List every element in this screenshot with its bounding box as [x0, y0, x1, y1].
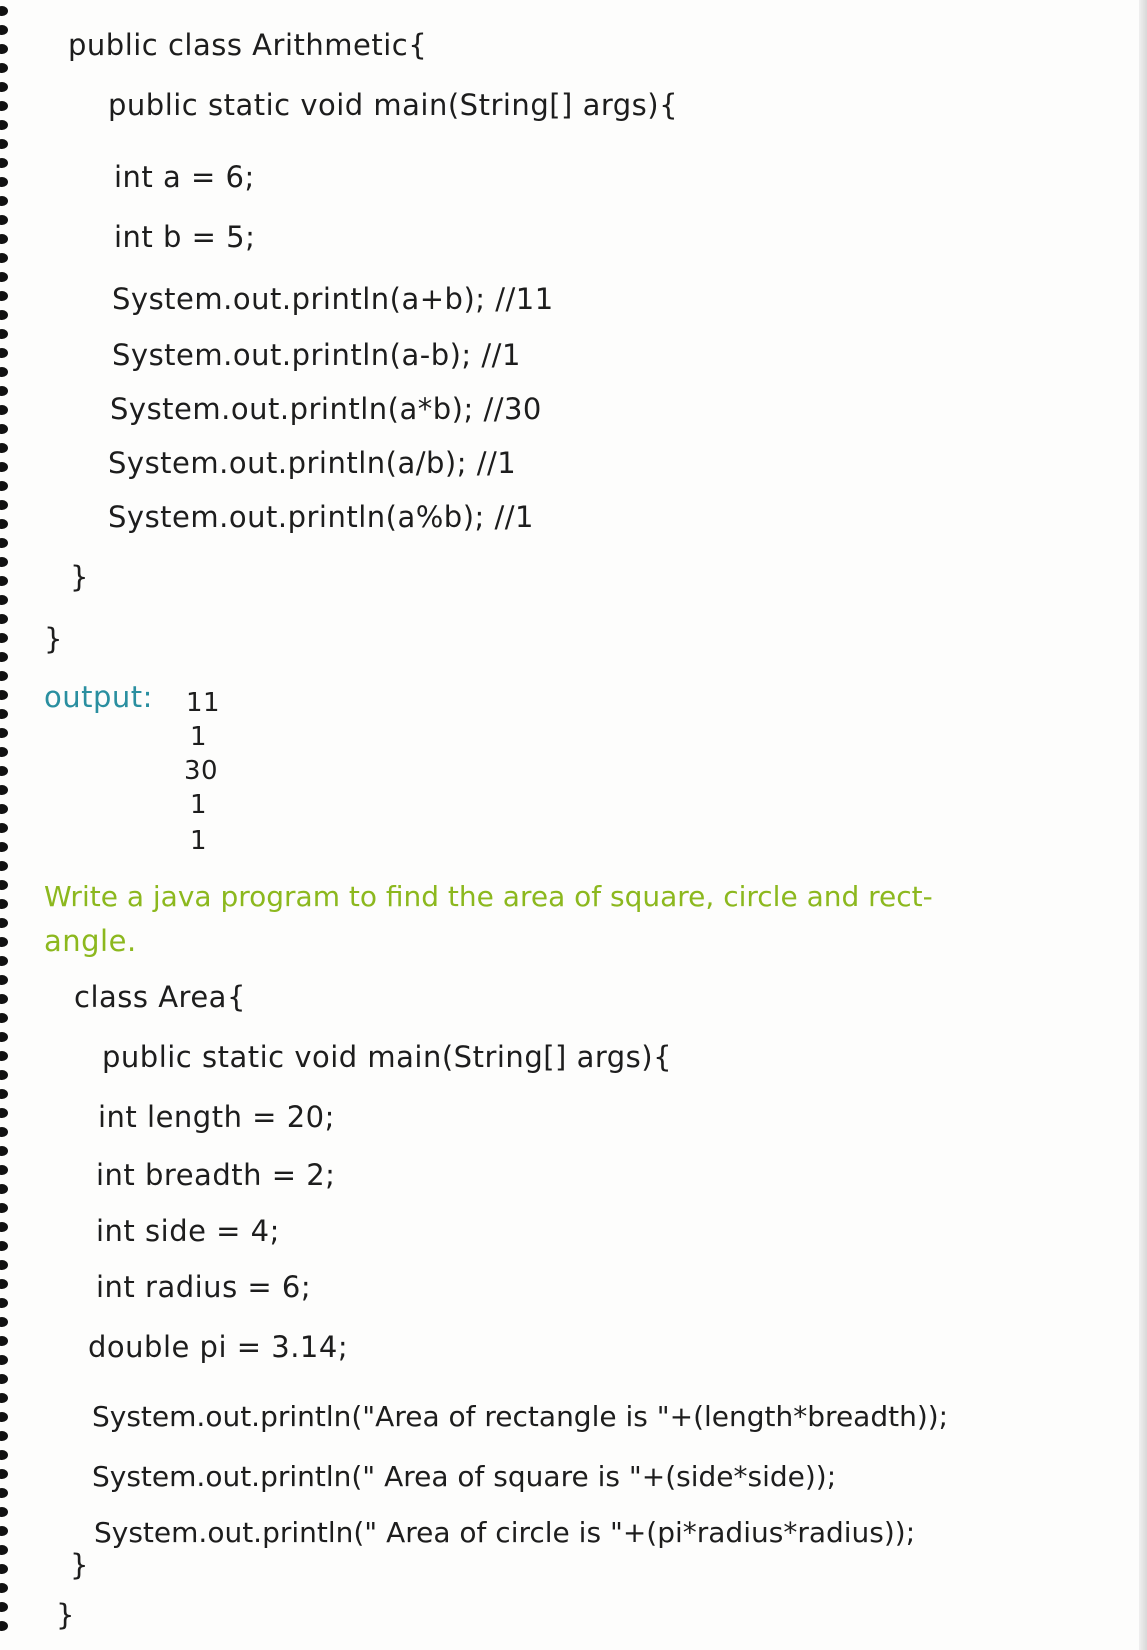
binding-hole — [0, 766, 8, 776]
binding-hole — [0, 367, 8, 377]
code-line: int breadth = 2; — [96, 1158, 336, 1192]
binding-hole — [0, 44, 8, 54]
binding-hole — [0, 63, 8, 73]
code-line: } — [56, 1598, 75, 1632]
binding-hole — [0, 538, 8, 548]
binding-hole — [0, 1108, 8, 1118]
code-line: System.out.println("Area of rectangle is "+(length*breadth)); — [92, 1400, 949, 1433]
binding-hole — [0, 1032, 8, 1042]
binding-hole — [0, 956, 8, 966]
binding-hole — [0, 177, 8, 187]
binding-hole — [0, 6, 8, 16]
binding-hole — [0, 652, 8, 662]
binding-hole — [0, 1241, 8, 1251]
binding-hole — [0, 1545, 8, 1555]
binding-hole — [0, 595, 8, 605]
binding-hole — [0, 1298, 8, 1308]
binding-hole — [0, 25, 8, 35]
binding-hole — [0, 1621, 8, 1631]
output-value: 1 — [190, 790, 208, 820]
binding-hole — [0, 1051, 8, 1061]
binding-hole — [0, 557, 8, 567]
code-line: int radius = 6; — [96, 1270, 312, 1304]
binding-hole — [0, 215, 8, 225]
binding-hole — [0, 139, 8, 149]
code-line: int b = 5; — [114, 220, 256, 254]
code-line: int a = 6; — [114, 160, 255, 194]
binding-hole — [0, 1488, 8, 1498]
binding-hole — [0, 462, 8, 472]
binding-hole — [0, 823, 8, 833]
binding-hole — [0, 1355, 8, 1365]
binding-hole — [0, 918, 8, 928]
code-line: public static void main(String[] args){ — [102, 1040, 673, 1074]
binding-hole — [0, 291, 8, 301]
binding-hole — [0, 1089, 8, 1099]
binding-hole — [0, 443, 8, 453]
binding-hole — [0, 614, 8, 624]
binding-hole — [0, 1507, 8, 1517]
binding-hole — [0, 481, 8, 491]
binding-hole — [0, 785, 8, 795]
binding-hole — [0, 1279, 8, 1289]
binding-hole — [0, 880, 8, 890]
spiral-binding — [0, 0, 14, 1650]
code-line: int side = 4; — [96, 1214, 280, 1248]
output-value: 1 — [190, 826, 208, 856]
binding-hole — [0, 1070, 8, 1080]
code-line: System.out.println(" Area of square is "+(side*side)); — [92, 1460, 837, 1493]
code-line: System.out.println(a+b); //11 — [112, 282, 554, 316]
binding-hole — [0, 329, 8, 339]
binding-hole — [0, 196, 8, 206]
binding-hole — [0, 1260, 8, 1270]
question-text: Write a java program to find the area of square, circle and rect- — [44, 880, 933, 913]
binding-hole — [0, 1393, 8, 1403]
code-line: System.out.println(a-b); //1 — [112, 338, 521, 372]
binding-hole — [0, 842, 8, 852]
binding-hole — [0, 272, 8, 282]
binding-hole — [0, 728, 8, 738]
question-text: angle. — [44, 924, 137, 958]
binding-hole — [0, 253, 8, 263]
binding-hole — [0, 386, 8, 396]
binding-hole — [0, 747, 8, 757]
binding-hole — [0, 861, 8, 871]
output-value: 1 — [190, 722, 208, 752]
binding-hole — [0, 690, 8, 700]
binding-hole — [0, 709, 8, 719]
binding-hole — [0, 1336, 8, 1346]
binding-hole — [0, 1184, 8, 1194]
binding-hole — [0, 1564, 8, 1574]
code-line: double pi = 3.14; — [88, 1330, 349, 1364]
binding-hole — [0, 1317, 8, 1327]
binding-hole — [0, 633, 8, 643]
binding-hole — [0, 1222, 8, 1232]
binding-hole — [0, 348, 8, 358]
code-line: } — [44, 622, 63, 656]
output-value: 11 — [186, 688, 221, 718]
binding-hole — [0, 1013, 8, 1023]
binding-hole — [0, 405, 8, 415]
binding-hole — [0, 519, 8, 529]
binding-hole — [0, 1203, 8, 1213]
binding-hole — [0, 1374, 8, 1384]
binding-hole — [0, 1450, 8, 1460]
binding-hole — [0, 1146, 8, 1156]
binding-hole — [0, 1431, 8, 1441]
binding-hole — [0, 1127, 8, 1137]
binding-hole — [0, 1602, 8, 1612]
code-line: System.out.println(a*b); //30 — [110, 392, 542, 426]
binding-hole — [0, 671, 8, 681]
binding-hole — [0, 975, 8, 985]
binding-hole — [0, 1469, 8, 1479]
binding-hole — [0, 500, 8, 510]
code-line: System.out.println(a%b); //1 — [108, 500, 534, 534]
binding-hole — [0, 899, 8, 909]
code-line: int length = 20; — [98, 1100, 335, 1134]
binding-hole — [0, 1165, 8, 1175]
binding-hole — [0, 1583, 8, 1593]
output-value: 30 — [184, 756, 219, 786]
code-line: public class Arithmetic{ — [68, 28, 428, 62]
binding-hole — [0, 158, 8, 168]
code-line: } — [70, 560, 89, 594]
binding-hole — [0, 82, 8, 92]
binding-hole — [0, 101, 8, 111]
code-line: } — [70, 1548, 89, 1582]
binding-hole — [0, 234, 8, 244]
page-edge — [1139, 0, 1147, 1650]
binding-hole — [0, 310, 8, 320]
output-label: output: — [44, 680, 153, 714]
code-line: class Area{ — [74, 980, 246, 1014]
binding-hole — [0, 937, 8, 947]
binding-hole — [0, 804, 8, 814]
binding-hole — [0, 1526, 8, 1536]
binding-hole — [0, 120, 8, 130]
binding-hole — [0, 1412, 8, 1422]
binding-hole — [0, 424, 8, 434]
binding-hole — [0, 994, 8, 1004]
binding-hole — [0, 576, 8, 586]
code-line: public static void main(String[] args){ — [108, 88, 679, 122]
code-line: System.out.println(" Area of circle is "+(pi*radius*radius)); — [94, 1516, 916, 1549]
code-line: System.out.println(a/b); //1 — [108, 446, 517, 480]
